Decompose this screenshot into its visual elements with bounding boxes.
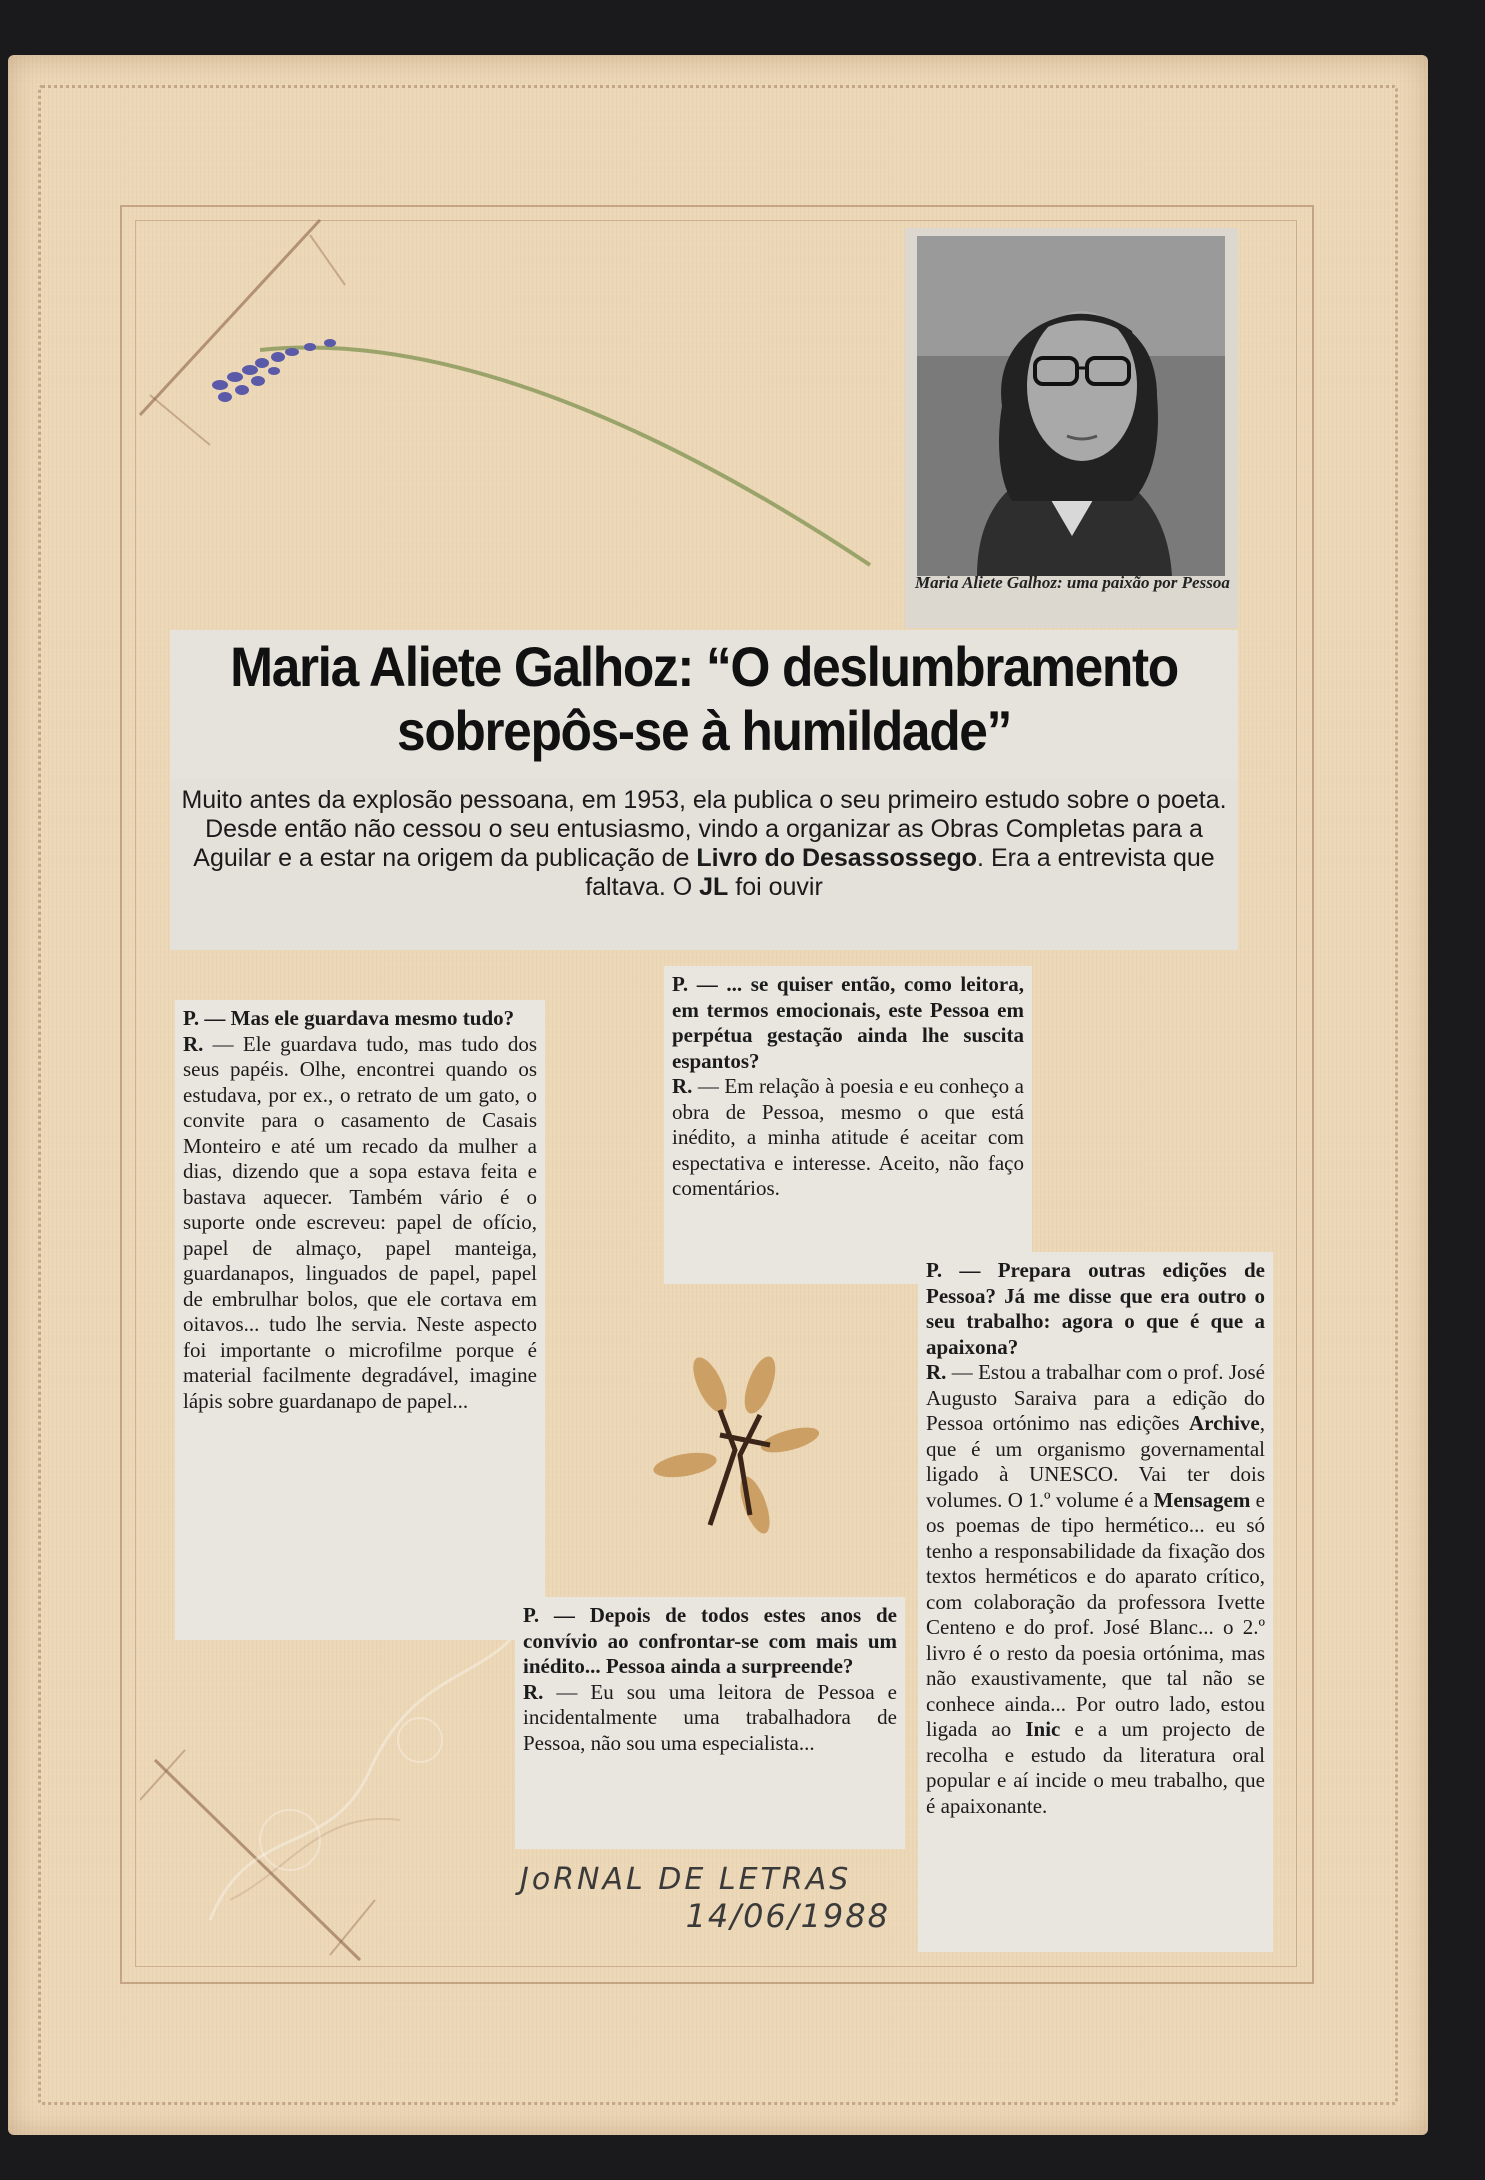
source-date: 14/06/1988 <box>685 1897 890 1935</box>
answer-label-3: R. <box>926 1360 947 1384</box>
lead-text-3: foi ouvir <box>728 873 823 901</box>
interview-text-2 <box>672 972 1024 1202</box>
answer-1: — Ele guardava tudo, mas tudo dos seus papéis. Olhe, encontrei quando os estudava, por ex., o retrato de um gato, o convite para o casamento de Casais Monteiro e até um recado da mulher a dias, dizendo que a sopa estava feita e bastava aquecer. Também vário é o suporte onde escreveu: papel de ofício, papel de almaço, papel manteiga, guardanapos, linguados de papel, papel de embrulhar bolos, que ele cortava em oitavos... tudo lhe servia. Neste aspecto foi importante o microfilme porque é material facilmente degradável, imagine lápis sobre guardanapo de papel... <box>183 1031 537 1413</box>
mensagem-label: Mensagem <box>1153 1487 1251 1512</box>
answer-label-2: R. <box>672 1074 693 1098</box>
lead-text-2: . Era a entrevista que faltava. O <box>585 844 1215 901</box>
interview-clipping-4 <box>515 1597 905 1849</box>
portrait-icon <box>917 236 1225 576</box>
lead-jl: JL <box>699 873 729 901</box>
archive-label: Archive <box>1188 1411 1260 1435</box>
question-4: P. — Depois de todos estes anos de convívio ao confrontar-se com mais um inédito... Pessoa ainda a surpreende? <box>523 1603 897 1678</box>
lead-clipping <box>170 778 1238 950</box>
answer-3b: , que é um organismo governamental ligado à UNESCO. Vai ter dois volumes. O 1.º volume é a <box>926 1411 1265 1512</box>
pressed-brown-flower-icon <box>650 1355 830 1545</box>
lead-text-1: Muito antes da explosão pessoana, em 1953, ela publica o seu primeiro estudo sobre o poeta. Desde então não cessou o seu entusiasmo, vindo a organizar as Obras Completas para a Aguilar e a estar na origem da publicação de <box>181 786 1227 872</box>
source-name: JoRNAL DE LETRAS <box>520 1862 852 1897</box>
headline <box>213 635 1196 763</box>
interview-text-4 <box>523 1603 897 1756</box>
interview-clipping-1 <box>175 1000 545 1640</box>
question-1: P. — Mas ele guardava mesmo tudo? <box>183 1006 515 1030</box>
interview-text-3 <box>926 1258 1265 1819</box>
embossed-floral-pattern <box>170 1620 530 1940</box>
question-2: P. — ... se quiser então, como leitora, em termos emocionais, este Pessoa em perpétua gestação ainda lhe suscita espantos? <box>672 972 1024 1073</box>
handwritten-source-note <box>520 1862 900 1935</box>
headline-clipping <box>170 630 1238 778</box>
answer-4: — Eu sou uma leitora de Pessoa e incidentalmente uma trabalhadora de Pessoa, não sou uma especialista... <box>523 1679 897 1755</box>
inic-label: Inic <box>1025 1717 1061 1741</box>
portrait-photo <box>917 236 1225 576</box>
photo-clipping <box>905 228 1238 628</box>
interview-clipping-3 <box>918 1252 1273 1952</box>
answer-label-1: R. <box>183 1031 204 1056</box>
answer-3c: e os poemas de tipo hermético... eu só tenho a responsabilidade da fixação dos textos herméticos e do aparato crítico, com colaboração da professora Ivette Centeno e do prof. José Blanc... o 2.º livro é o resto da poesia ortónima, mas não exaustivamente, que tal não se conhece ainda... Por outro lado, estou ligada ao <box>926 1487 1265 1741</box>
answer-3a: — Estou a trabalhar com o prof. José Augusto Saraiva para a edição do Pessoa ortónimo nas edições <box>926 1360 1265 1435</box>
headline-line-1: Maria Aliete Galhoz: “O deslumbramento <box>230 635 1178 698</box>
answer-3d: e a um projecto de recolha e estudo da literatura oral popular e aí incide o meu trabalho, que é apaixonante. <box>926 1717 1265 1818</box>
lead-paragraph <box>180 786 1228 902</box>
photo-caption: Maria Aliete Galhoz: uma paixão por Pessoa <box>915 573 1230 592</box>
headline-line-2: sobrepôs-se à humildade” <box>397 699 1011 762</box>
pressed-lavender-icon <box>200 325 880 575</box>
answer-2: — Em relação à poesia e eu conheço a obra de Pessoa, mesmo o que está inédito, a minha atitude é aceitar com espectativa e interesse. Aceito, não faço comentários. <box>672 1074 1024 1200</box>
lead-book-title: Livro do Desassossego <box>696 844 978 872</box>
interview-clipping-2 <box>664 966 1032 1284</box>
answer-label-4: R. <box>523 1679 544 1704</box>
question-3: P. — Prepara outras edições de Pessoa? Já me disse que era outro o seu trabalho: agora o que é que a apaixona? <box>926 1258 1265 1359</box>
interview-text-1 <box>183 1006 537 1414</box>
